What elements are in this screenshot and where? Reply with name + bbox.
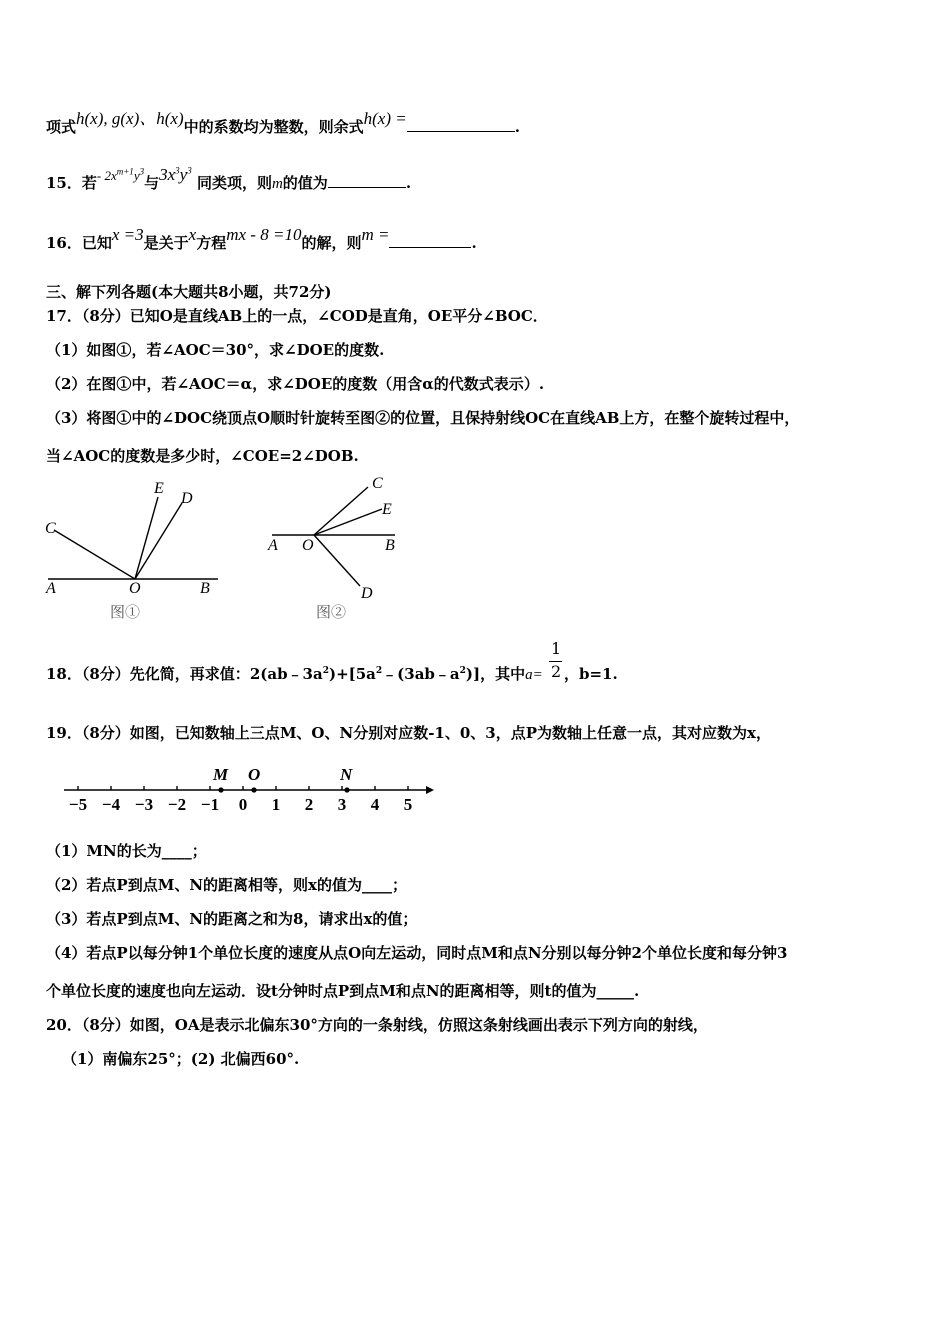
label-d: D — [361, 585, 373, 602]
caption-fig1: 图① — [110, 605, 141, 621]
q19-stem: 19．（8分）如图，已知数轴上三点M、O、N分别对应数-1、0、3，点P为数轴上任意一点，其对应数为x， — [46, 724, 771, 742]
tick-label: 2 — [304, 795, 314, 814]
q19-part4a: （4）若点P以每分钟1个单位长度的速度从点O向左运动，同时点M和点N分别以每分钟2个单位长度和每分钟3 — [46, 944, 788, 962]
ray-oe — [135, 497, 158, 579]
q18-line: 18．（8分）先化简，再求值：$2(ab﹣3a^2)+[5a^2﹣(3ab﹣a^2)]$，其中a= $\frac{1}{2}$ ，b=1. — [46, 639, 618, 683]
q17-part1: （1）如图①，若∠AOC＝30°，求∠DOE的度数. — [46, 341, 385, 359]
number-line — [56, 760, 446, 818]
math-term2: $3x^3y^3$ — [159, 165, 192, 184]
q14-line: 项式h(x), g(x)、h(x)中的系数均为整数，则余式h(x) = . — [46, 109, 520, 136]
label-a: A — [268, 537, 278, 554]
q16-line: 16．已知x =3是关于x方程mx - 8 =10的解，则m = . — [46, 225, 477, 252]
q17-stem: 17．（8分）已知O是直线AB上的一点，∠COD是直角，OE平分∠BOC． — [46, 307, 548, 325]
tick-label: −5 — [68, 795, 88, 814]
q19-part1: （1）MN的长为____； — [46, 842, 207, 860]
tick-label: 1 — [271, 795, 281, 814]
tick-label: 4 — [370, 795, 380, 814]
point-m — [218, 787, 223, 792]
q15-line: 15．若- $2x^{m+1}y^3$与$3x^3y^3$ 同类项，则m的值为 . — [46, 165, 412, 192]
point-n — [344, 787, 349, 792]
label-c: C — [372, 475, 383, 492]
tick-label: −4 — [101, 795, 121, 814]
label-a: A — [46, 580, 56, 597]
ray-oe — [314, 509, 382, 535]
tick-label: 3 — [337, 795, 347, 814]
q20-stem: 20．（8分）如图，OA是表示北偏东30°方向的一条射线，仿照这条射线画出表示下列方向的射线， — [46, 1016, 708, 1034]
ray-od — [135, 503, 182, 579]
ray-od — [314, 535, 360, 586]
q19-part4b: 个单位长度的速度也向左运动．设t分钟时点P到点M和点N的距离相等，则t的值为_____. — [46, 982, 640, 1000]
ray-oc — [314, 487, 368, 535]
tick-label: −2 — [167, 795, 187, 814]
q19-part3: （3）若点P到点M、N的距离之和为8，请求出x的值； — [46, 910, 418, 928]
label-m: M — [213, 765, 229, 784]
section-heading: 三、解下列各题(本大题共8小题，共72分) — [46, 283, 332, 301]
label-o: O — [302, 537, 314, 554]
label-o: O — [129, 580, 141, 597]
answer-blank[interactable] — [328, 186, 406, 188]
answer-blank[interactable] — [389, 246, 471, 248]
label-e: E — [154, 480, 164, 497]
label-d: D — [181, 490, 193, 507]
tick-label: −3 — [134, 795, 154, 814]
q20-parts: （1）南偏东25°；(2) 北偏西60°. — [62, 1050, 300, 1068]
tick-label: 5 — [403, 795, 413, 814]
label-o: O — [248, 765, 261, 784]
label-e: E — [382, 501, 392, 518]
q17-part2: （2）在图①中，若∠AOC＝α，求∠DOE的度数（用含α的代数式表示）. — [46, 375, 545, 393]
caption-fig2: 图② — [316, 605, 347, 621]
tick-label: 0 — [238, 795, 248, 814]
answer-blank[interactable] — [407, 130, 515, 132]
label-b: B — [200, 580, 210, 597]
figure-2 — [262, 468, 412, 623]
q17-part3b: 当∠AOC的度数是多少时，∠COE=2∠DOB. — [46, 447, 359, 465]
tick-label: −1 — [200, 795, 220, 814]
math-h-eq: h(x) = — [363, 109, 407, 128]
point-o — [251, 787, 256, 792]
label-c: C — [45, 520, 56, 537]
arrow-head — [426, 786, 434, 794]
ray-oc — [54, 530, 135, 579]
fraction-half: $\frac{1}{2}$ — [550, 639, 562, 681]
figure-1 — [40, 475, 230, 625]
q17-part3a: （3）将图①中的∠DOC绕顶点O顺时针旋转至图②的位置，且保持射线OC在直线AB上方，在整个旋转过程中， — [46, 409, 800, 427]
math-h-g-h: h(x), g(x)、h(x) — [76, 109, 184, 128]
label-n: N — [340, 765, 353, 784]
math-term1: - $2x^{m+1}y^3$ — [96, 166, 145, 183]
label-b: B — [385, 537, 395, 554]
q19-part2: （2）若点P到点M、N的距离相等，则x的值为____； — [46, 876, 407, 894]
